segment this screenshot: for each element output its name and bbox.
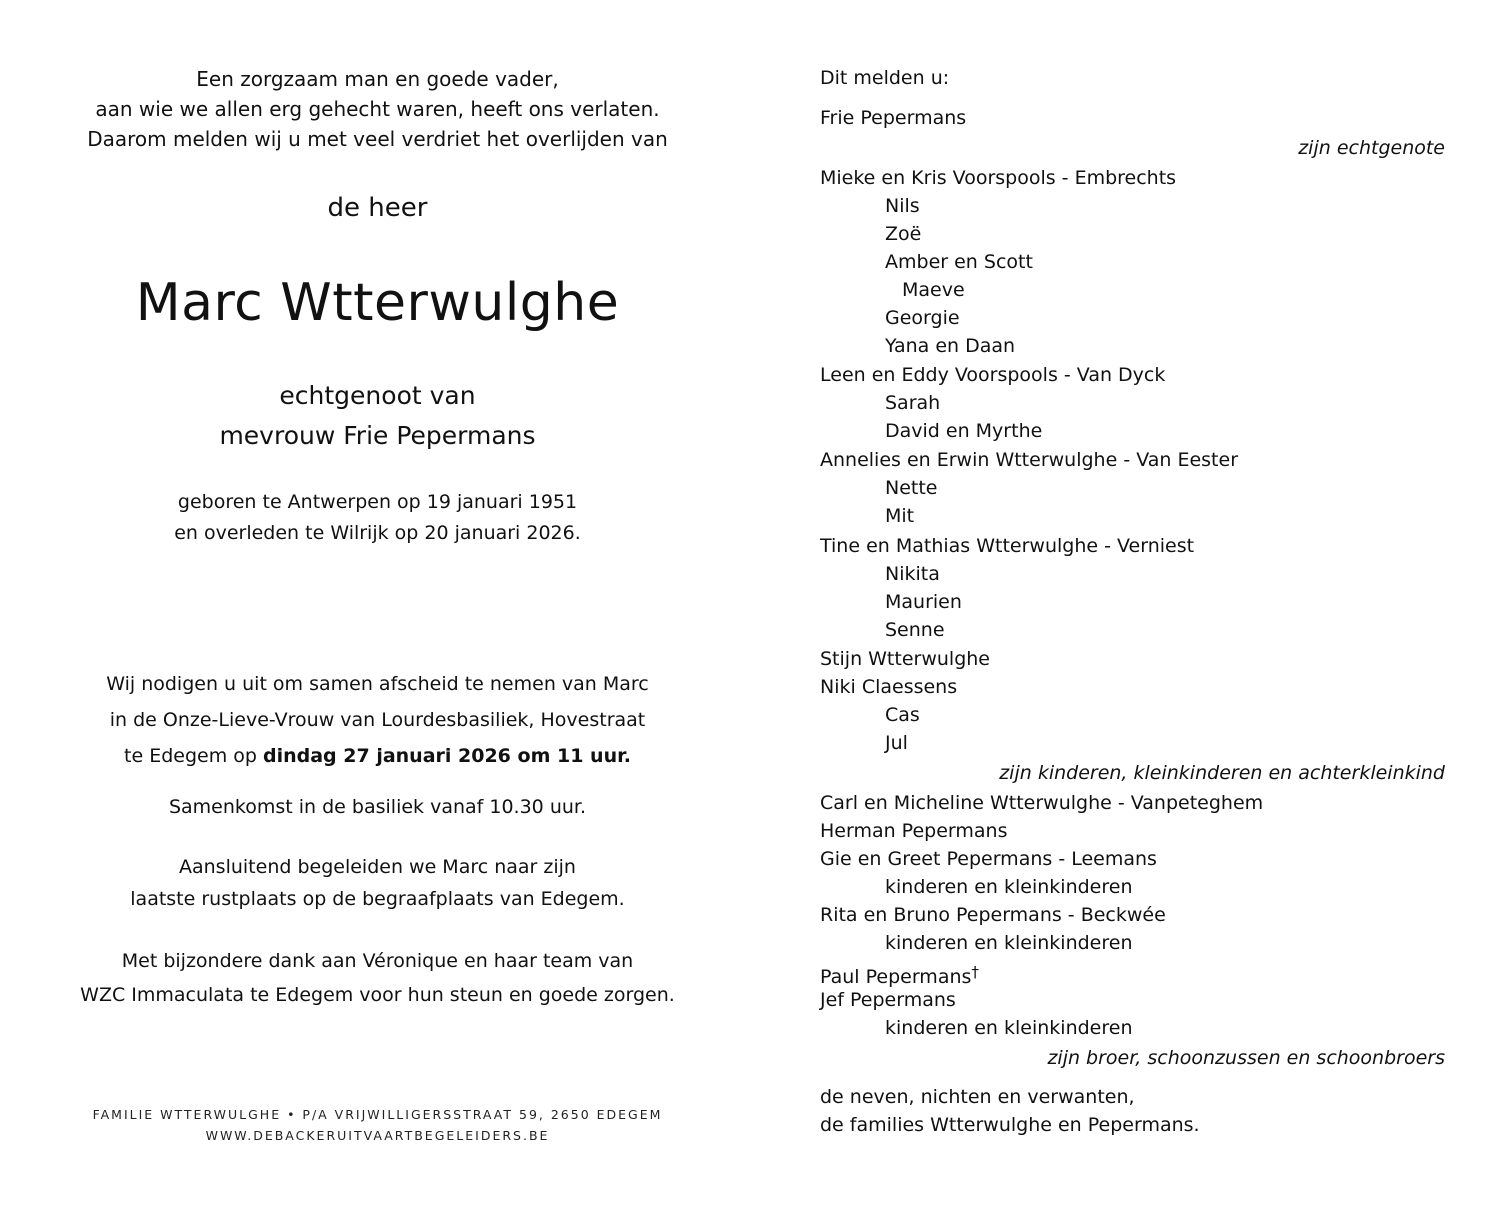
sibling-entry: Gie en Greet Pepermans - Leemans [820, 848, 1157, 870]
thanks-line: Met bijzondere dank aan Véronique en haar team van [121, 950, 634, 972]
family-member: Jul [885, 732, 908, 754]
sibling-entry: Jef Pepermans [820, 989, 956, 1011]
family-member: David en Myrthe [885, 420, 1043, 442]
burial-line: Aansluitend begeleiden we Marc naar zijn [179, 856, 576, 878]
sibling-entry: Herman Pepermans [820, 820, 1008, 842]
spouse-line: mevrouw Frie Pepermans [219, 421, 536, 450]
family-member: Georgie [885, 307, 960, 329]
sibling-entry: Carl en Micheline Wtterwulghe - Vanpeteghem [820, 792, 1264, 814]
family-heading: Dit melden u: [820, 67, 950, 89]
announcement-right-column [820, 0, 1445, 1214]
family-member: Nils [885, 195, 920, 217]
closing-line: de neven, nichten en verwanten, [820, 1086, 1135, 1108]
spouse-name: Frie Pepermans [820, 107, 967, 129]
death-line: en overleden te Wilrijk op 20 januari 2026. [174, 522, 581, 544]
family-member: Amber en Scott [885, 251, 1033, 273]
thanks-line: WZC Immaculata te Edegem voor hun steun en goede zorgen. [80, 984, 675, 1006]
family-member: Zoë [885, 223, 922, 245]
family-head: Tine en Mathias Wtterwulghe - Verniest [820, 535, 1195, 557]
intro-line: Daarom melden wij u met veel verdriet het overlijden van [87, 127, 668, 151]
sibling-descendants: kinderen en kleinkinderen [885, 1017, 1133, 1039]
sibling-descendants: kinderen en kleinkinderen [885, 876, 1133, 898]
family-member: Yana en Daan [885, 335, 1016, 357]
intro-text [20, 64, 735, 154]
family-member: Maurien [885, 591, 962, 613]
family-address: FAMILIE WTTERWULGHE • P/A VRIJWILLIGERSSTRAAT 59, 2650 EDEGEM [92, 1107, 663, 1122]
family-member: Senne [885, 619, 945, 641]
sibling-name: Paul Pepermans [820, 966, 972, 988]
sibling-entry: Rita en Bruno Pepermans - Beckwée [820, 904, 1166, 926]
gathering-info: Samenkomst in de basiliek vanaf 10.30 uur. [168, 796, 587, 818]
sibling-descendants: kinderen en kleinkinderen [885, 932, 1133, 954]
siblings-role: zijn broer, schoonzussen en schoonbroers [1047, 1047, 1445, 1069]
family-head: Leen en Eddy Voorspools - Van Dyck [820, 364, 1166, 386]
thanks-note [20, 944, 735, 1012]
contact-footer [20, 1104, 735, 1146]
family-member: Nette [885, 477, 938, 499]
family-head: Stijn Wtterwulghe [820, 648, 990, 670]
intro-line: aan wie we allen erg gehecht waren, heeft ons verlaten. [95, 97, 660, 121]
family-head: Mieke en Kris Voorspools - Embrechts [820, 167, 1177, 189]
spouse-line: echtgenoot van [279, 381, 476, 410]
spouse-role: zijn echtgenote [1298, 137, 1445, 159]
invite-line [20, 738, 735, 774]
funeral-website: WWW.DEBACKERUITVAARTBEGELEIDERS.BE [205, 1128, 550, 1143]
great-grandchild: Maeve [902, 279, 965, 301]
closing-line: de families Wtterwulghe en Pepermans. [820, 1114, 1200, 1136]
funeral-invitation [20, 666, 735, 774]
invite-line: Wij nodigen u uit om samen afscheid te nemen van Marc [106, 673, 649, 695]
honorific-title: de heer [327, 193, 428, 223]
intro-line: Een zorgzaam man en goede vader, [196, 67, 559, 91]
birth-line: geboren te Antwerpen op 19 januari 1951 [177, 491, 578, 513]
family-head: Niki Claessens [820, 676, 958, 698]
family-member: Mit [885, 505, 915, 527]
burial-info [20, 851, 735, 915]
life-dates [20, 487, 735, 549]
family-member: Sarah [885, 392, 941, 414]
burial-line: laatste rustplaats op de begraafplaats van Edegem. [130, 888, 625, 910]
invite-line: in de Onze-Lieve-Vrouw van Lourdesbasiliek, Hovestraat [109, 709, 646, 731]
children-role: zijn kinderen, kleinkinderen en achterkleinkind [999, 762, 1445, 784]
deceased-cross-icon: † [971, 963, 979, 981]
family-head: Annelies en Erwin Wtterwulghe - Van Eester [820, 449, 1239, 471]
deceased-name: Marc Wtterwulghe [135, 273, 620, 333]
family-member: Cas [885, 704, 920, 726]
invite-location-text: te Edegem op [124, 745, 263, 767]
spouse-block [20, 376, 735, 456]
family-member: Nikita [885, 563, 940, 585]
ceremony-datetime: dindag 27 januari 2026 om 11 uur. [262, 745, 631, 767]
